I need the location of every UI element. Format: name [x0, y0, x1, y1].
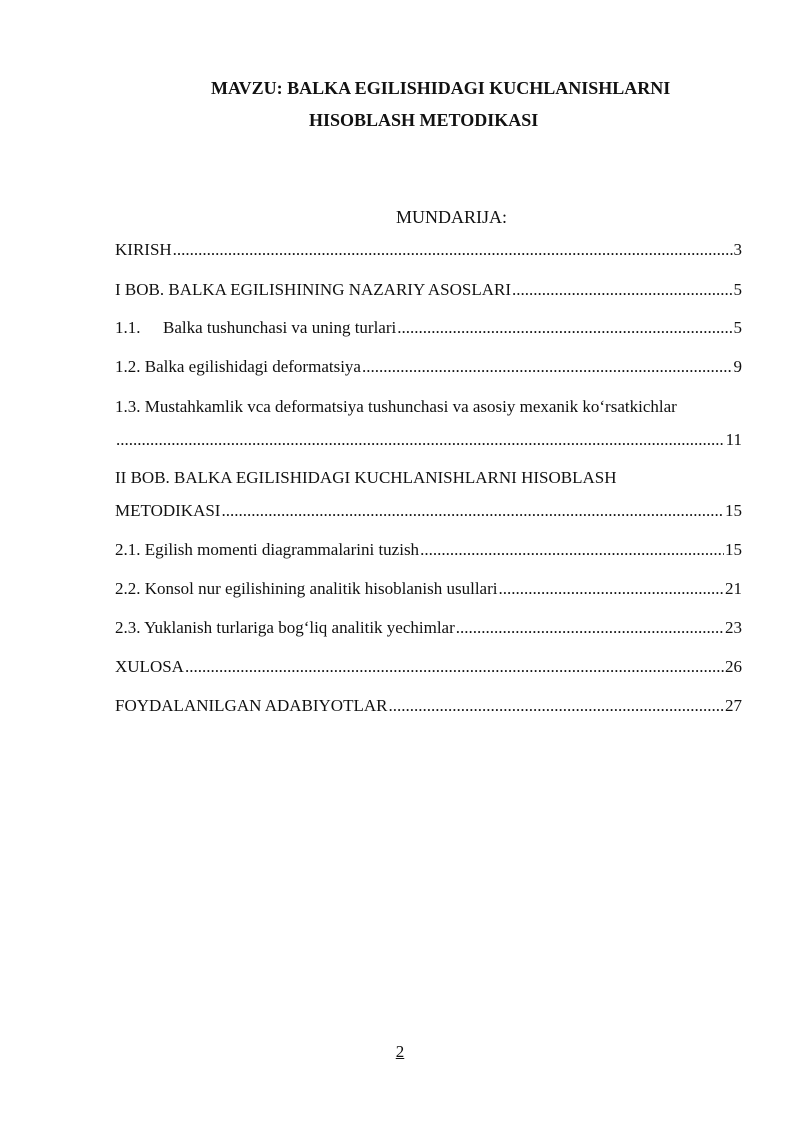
toc-entry-2-2[interactable]: [115, 580, 742, 597]
toc-entry-page: 27: [725, 696, 742, 715]
toc-leader-dots: [388, 697, 724, 714]
toc-leader-dots: [498, 580, 724, 597]
toc-entry-label: 2.3. Yuklanish turlariga bog‘liq analitik yechimlar: [115, 618, 455, 637]
toc-entry-title: Balka tushunchasi va uning turlari: [163, 318, 397, 337]
toc-entry-page: 5: [733, 318, 742, 337]
toc-leader-dots: [362, 358, 733, 375]
toc-entry-xulosa[interactable]: [115, 658, 742, 675]
page-number: 2: [395, 1042, 405, 1061]
toc-leader-dots: [420, 541, 724, 558]
toc-leader-dots: [173, 241, 733, 258]
toc-entry-label: 2.1. Egilish momenti diagrammalarini tuzish: [115, 540, 420, 559]
toc-entry-chapter-1[interactable]: [115, 281, 742, 298]
toc-entry-label: METODIKASI: [115, 501, 221, 520]
toc-entry-chapter-2-label[interactable]: II BOB. BALKA EGILISHIDAGI KUCHLANISHLARNI HISOBLASH: [115, 468, 617, 487]
toc-entry-1-3-label[interactable]: 1.3. Mustahkamlik vca deformatsiya tushunchasi va asosiy mexanik ko‘rsatkichlar: [115, 397, 677, 416]
toc-entry-label: [115, 319, 396, 336]
toc-entry-label: XULOSA: [115, 657, 184, 676]
toc-entry-1-2[interactable]: [115, 358, 742, 375]
toc-heading: MUNDARIJA:: [396, 207, 508, 227]
toc-entry-page: 3: [733, 240, 742, 259]
toc-entry-page: 15: [725, 501, 742, 520]
toc-entry-1-1[interactable]: [115, 319, 742, 336]
toc-leader-dots: [185, 658, 724, 675]
toc-leader-dots: [512, 281, 732, 298]
toc-entry-chapter-2[interactable]: [115, 502, 742, 519]
toc-entry-label: KIRISH: [115, 240, 172, 259]
toc-entry-page: 15: [725, 540, 742, 559]
document-title-line-2: HISOBLASH METODIKASI: [309, 110, 539, 130]
toc-entry-page: 26: [725, 657, 742, 676]
toc-leader-dots: [456, 619, 724, 636]
toc-entry-1-3[interactable]: [115, 431, 742, 448]
toc-leader-dots: [221, 502, 724, 519]
toc-entry-page: 23: [725, 618, 742, 637]
toc-entry-page: 21: [725, 579, 742, 598]
toc-leader-dots: [116, 431, 725, 448]
toc-entry-label: 1.2. Balka egilishidagi deformatsiya: [115, 357, 361, 376]
toc-entry-2-1[interactable]: [115, 541, 742, 558]
toc-entry-2-3[interactable]: [115, 619, 742, 636]
toc-entry-label: FOYDALANILGAN ADABIYOTLAR: [115, 696, 388, 715]
toc-entry-label: I BOB. BALKA EGILISHINING NAZARIY ASOSLARI: [115, 280, 512, 299]
document-title-line-1: MAVZU: BALKA EGILISHIDAGI KUCHLANISHLARNI: [211, 78, 671, 98]
toc-entry-page: 9: [733, 357, 742, 376]
toc-leader-dots: [397, 319, 732, 336]
toc-entry-adabiyotlar[interactable]: [115, 697, 742, 714]
toc-entry-page: 11: [725, 430, 742, 449]
toc-entry-number: 1.1.: [115, 318, 141, 337]
toc-entry-page: 5: [733, 280, 742, 299]
toc-entry-kirish[interactable]: [115, 241, 742, 258]
toc-entry-label: 2.2. Konsol nur egilishining analitik hisoblanish usullari: [115, 579, 498, 598]
